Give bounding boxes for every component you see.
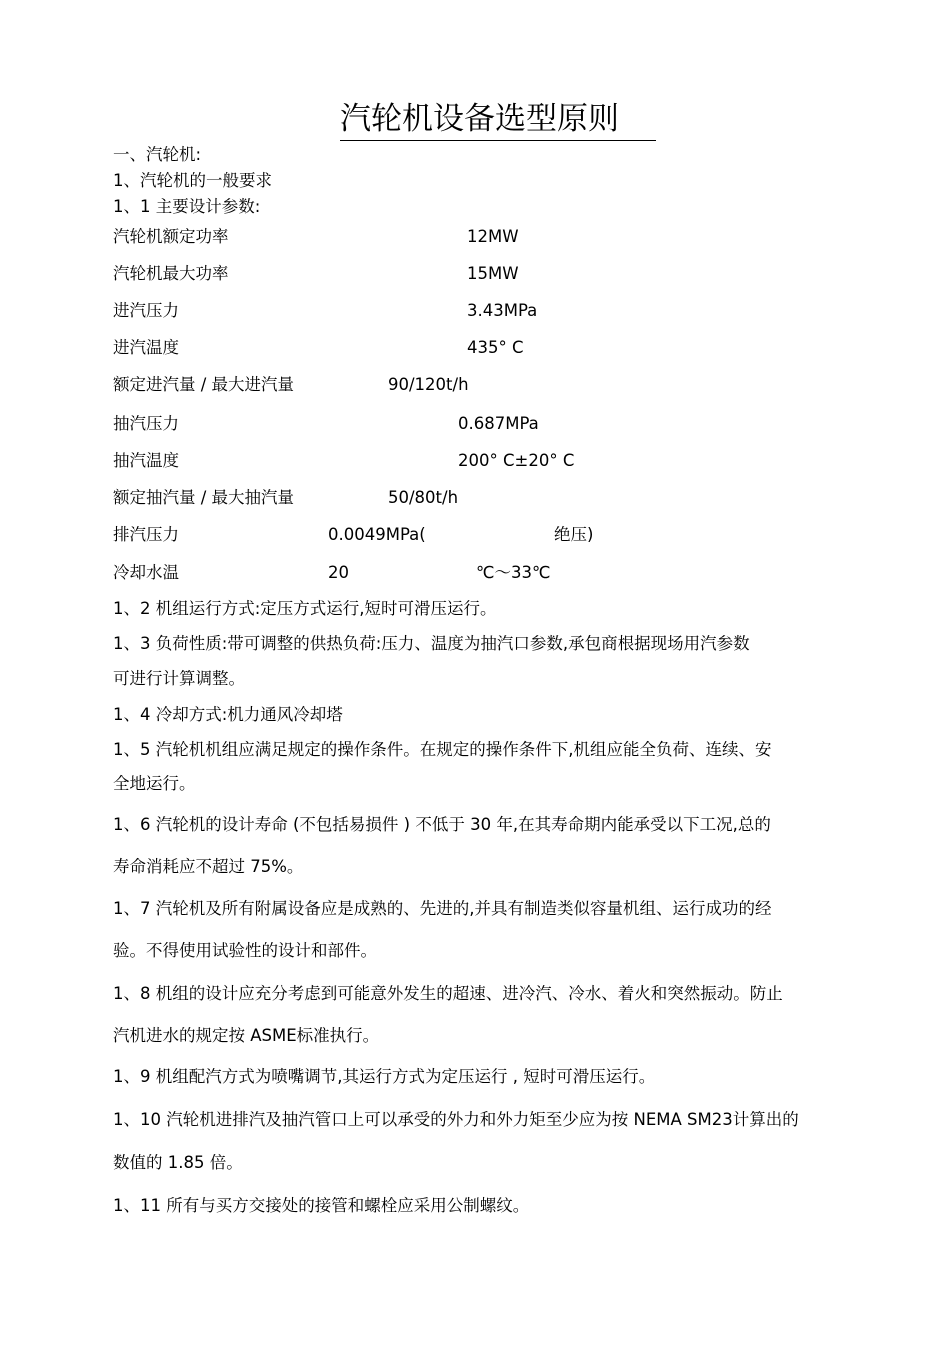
paragraph-line: 验。不得使用试验性的设计和部件。 — [113, 941, 377, 960]
param-label: 汽轮机额定功率 — [113, 227, 229, 246]
paragraph-line: 可进行计算调整。 — [113, 669, 245, 688]
paragraph-line: 1、11 所有与买方交接处的接管和螺栓应采用公制螺纹。 — [113, 1196, 530, 1215]
params-heading: 1、1 主要设计参数: — [113, 197, 261, 216]
paragraph-line: 数值的 1.85 倍。 — [113, 1153, 243, 1172]
param-value: 12MW — [467, 227, 519, 246]
param-value: 0.687MPa — [458, 414, 539, 433]
paragraph-line: 寿命消耗应不超过 75%。 — [113, 857, 304, 876]
param-label: 额定进汽量 / 最大进汽量 — [113, 375, 295, 394]
paragraph-line: 1、4 冷却方式:机力通风冷却塔 — [113, 705, 343, 724]
paragraph-line: 1、10 汽轮机进排汽及抽汽管口上可以承受的外力和外力矩至少应为按 NEMA SM23计算出的 — [113, 1110, 799, 1129]
paragraph-line: 1、8 机组的设计应充分考虑到可能意外发生的超速、进冷汽、冷水、着火和突然振动。防止 — [113, 984, 783, 1003]
param-value: 0.0049MPa( — [328, 525, 426, 544]
param-value: 50/80t/h — [388, 488, 459, 507]
param-label: 进汽温度 — [113, 338, 179, 357]
param-label: 抽汽压力 — [113, 414, 179, 433]
paragraph-line: 1、3 负荷性质:带可调整的供热负荷:压力、温度为抽汽口参数,承包商根据现场用汽参数 — [113, 634, 750, 653]
param-label: 汽轮机最大功率 — [113, 264, 229, 283]
paragraph-line: 1、5 汽轮机机组应满足规定的操作条件。在规定的操作条件下,机组应能全负荷、连续、安 — [113, 740, 772, 759]
param-value-unit: 绝压) — [554, 525, 594, 544]
paragraph-line: 1、6 汽轮机的设计寿命 (不包括易损件 ) 不低于 30 年,在其寿命期内能承受以下工况,总的 — [113, 815, 771, 834]
param-label: 额定抽汽量 / 最大抽汽量 — [113, 488, 295, 507]
param-label: 进汽压力 — [113, 301, 179, 320]
paragraph-line: 汽机进水的规定按 ASME标准执行。 — [113, 1026, 380, 1045]
param-label: 冷却水温 — [113, 563, 179, 582]
paragraph-line: 全地运行。 — [113, 774, 196, 793]
subsection-heading: 1、汽轮机的一般要求 — [113, 171, 272, 190]
paragraph-line: 1、2 机组运行方式:定压方式运行,短时可滑压运行。 — [113, 599, 497, 618]
param-value: 15MW — [467, 264, 519, 283]
param-value-unit: ℃～33℃ — [476, 563, 551, 582]
param-value: 3.43MPa — [467, 301, 538, 320]
param-value: 90/120t/h — [388, 375, 469, 394]
param-value: 20 — [328, 563, 349, 582]
param-value: 435° C — [467, 338, 524, 357]
page-title: 汽轮机设备选型原则 — [340, 98, 656, 141]
param-label: 排汽压力 — [113, 525, 179, 544]
param-label: 抽汽温度 — [113, 451, 179, 470]
section-heading: 一、汽轮机: — [113, 145, 202, 164]
param-value: 200° C±20° C — [458, 451, 575, 470]
paragraph-line: 1、7 汽轮机及所有附属设备应是成熟的、先进的,并具有制造类似容量机组、运行成功的经 — [113, 899, 772, 918]
paragraph-line: 1、9 机组配汽方式为喷嘴调节,其运行方式为定压运行 , 短时可滑压运行。 — [113, 1067, 656, 1086]
